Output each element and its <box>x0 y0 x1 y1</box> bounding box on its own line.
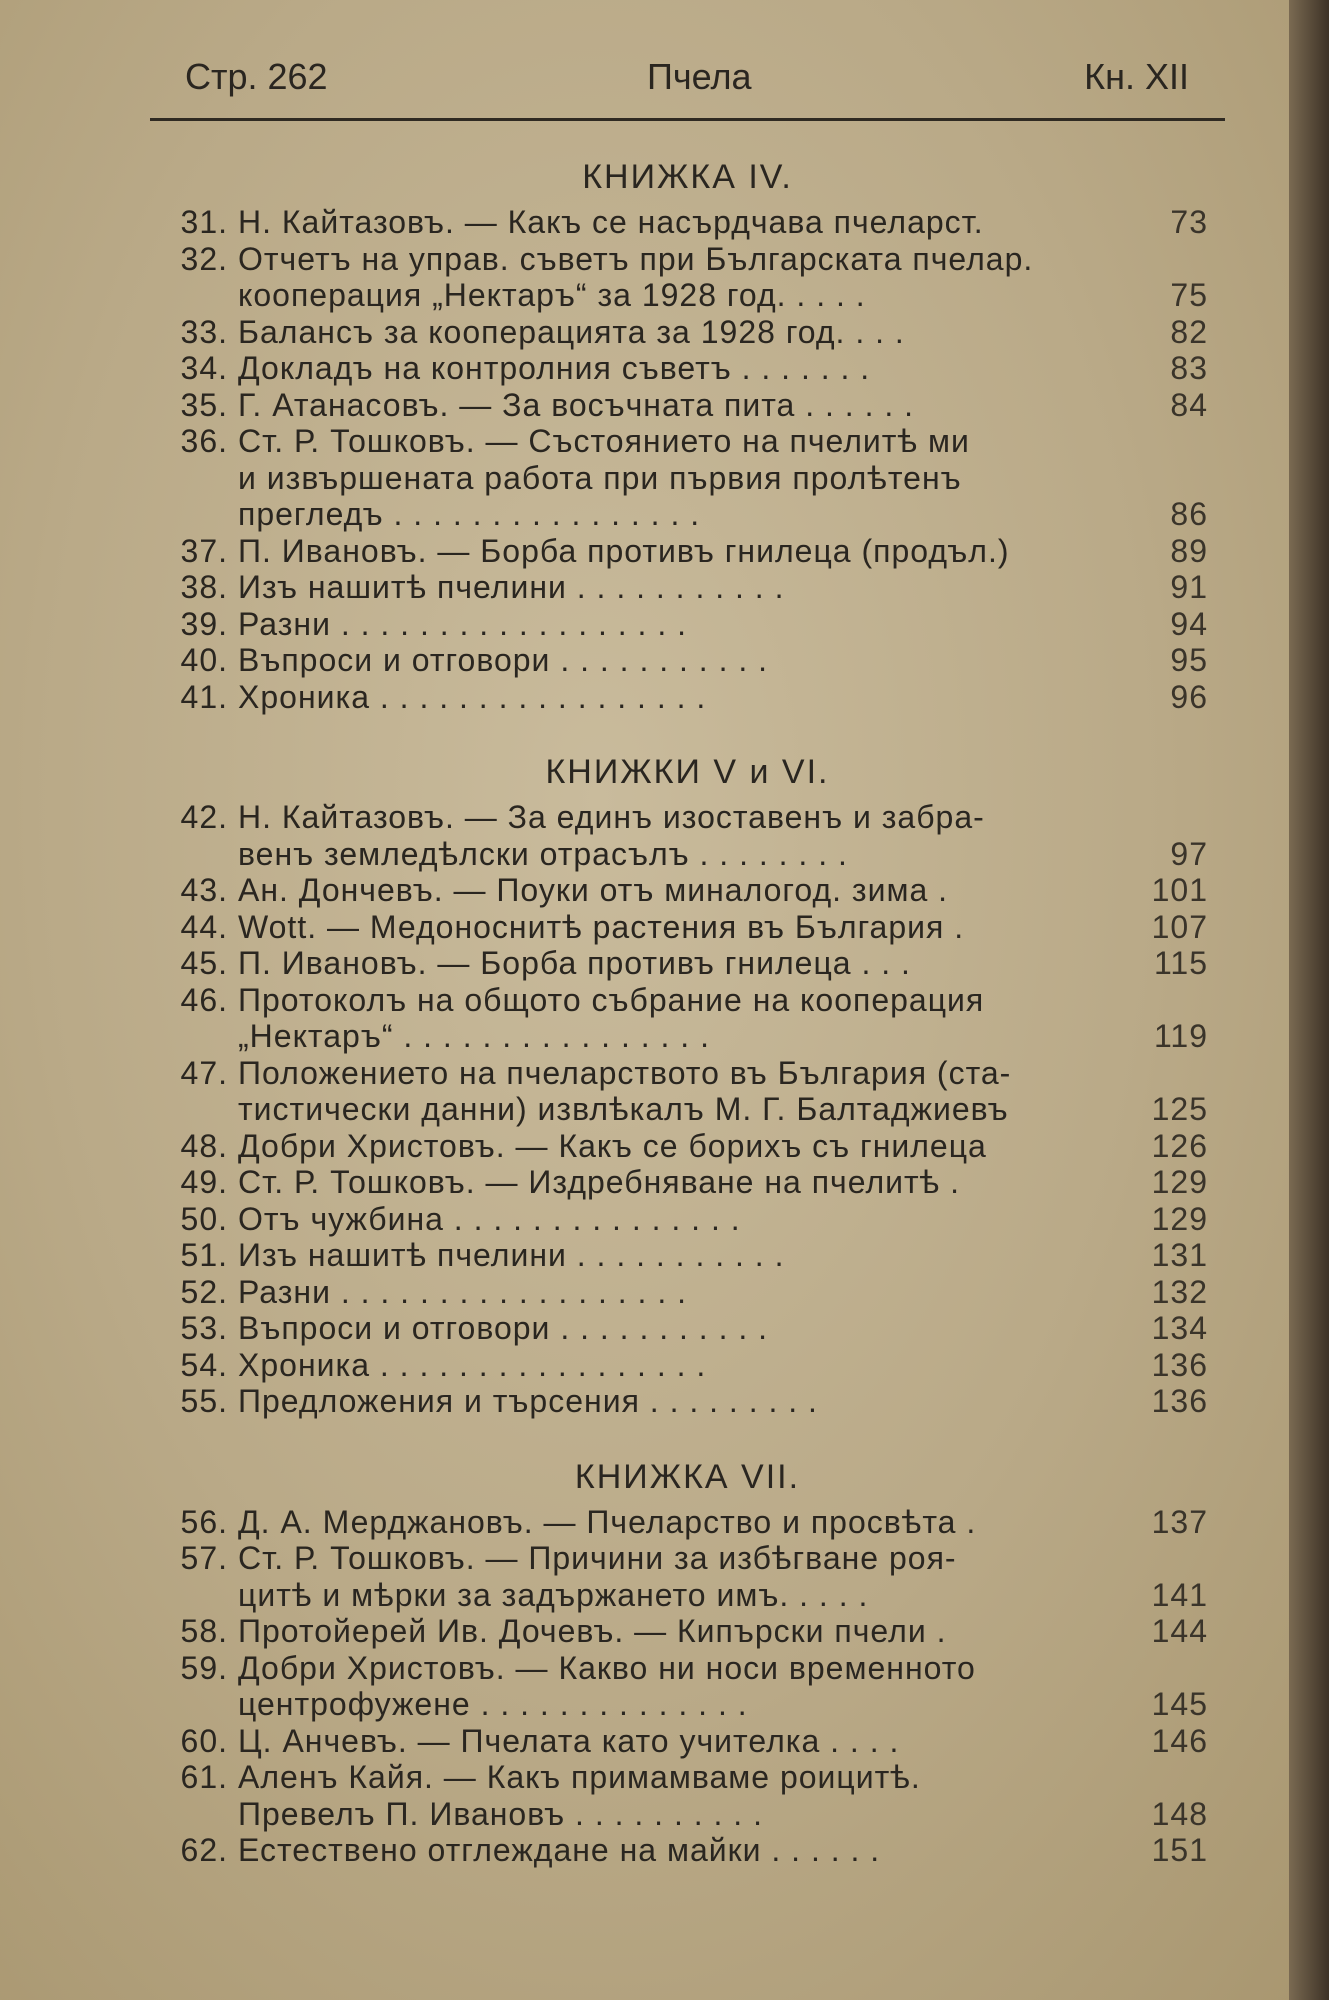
entry-title <box>238 1613 1108 1650</box>
entry-title <box>238 1237 1108 1274</box>
entry-page-number: 96 <box>1170 678 1208 715</box>
entry-title <box>238 569 1108 606</box>
entry-title-line: Н. Кайтазовъ. — Какъ се насърдчава пчеларст. <box>238 204 984 240</box>
section-title: КНИЖКИ V и VI. <box>545 753 830 791</box>
entry-number: 48. <box>180 1127 228 1164</box>
toc-entry <box>150 982 1225 1055</box>
section-title: КНИЖКА VII. <box>574 1457 801 1496</box>
entry-number: 58. <box>180 1613 228 1649</box>
entry-page-number: 129 <box>1151 1200 1208 1237</box>
toc-entry <box>150 1832 1225 1869</box>
toc-section <box>150 150 1225 735</box>
entry-title-line: Аленъ Кайя. — Какъ примамваме роицитѣ. <box>238 1759 921 1795</box>
entry-title-line: прегледъ . . . . . . . . . . . . . . . . <box>238 496 701 532</box>
entry-title-line: Ан. Дончевъ. — Поуки отъ миналогод. зима . <box>238 872 949 908</box>
toc-entry <box>150 1347 1225 1384</box>
entry-page-number: 95 <box>1170 642 1208 678</box>
entry-number: 46. <box>180 981 228 1018</box>
entry-title <box>238 314 1108 351</box>
entry-title <box>238 1274 1108 1311</box>
entry-title-line: кооперация „Нектаръ“ за 1928 год. . . . . <box>238 277 866 313</box>
section-gap <box>150 1420 1225 1440</box>
entry-title-line: Естествено отглеждане на майки . . . . . . <box>238 1832 881 1868</box>
entry-title-line: Разни . . . . . . . . . . . . . . . . . . <box>238 1273 687 1310</box>
entry-title-line: П. Ивановъ. — Борба противъ гнилеца (продъл.) <box>238 532 1010 569</box>
entry-title <box>238 642 1108 679</box>
toc-entry <box>150 679 1225 716</box>
toc-entry <box>150 533 1225 570</box>
toc-entry <box>150 606 1225 643</box>
toc-entry <box>150 350 1225 387</box>
entry-title <box>238 606 1108 643</box>
toc-entry <box>150 909 1225 946</box>
entry-page-number: 84 <box>1170 386 1208 423</box>
entry-title-line: тистически данни) извлѣкалъ М. Г. Балтаджиевъ <box>238 1091 1009 1127</box>
entry-title-line: Разни . . . . . . . . . . . . . . . . . . <box>238 605 687 642</box>
entry-title <box>238 982 1108 1055</box>
entry-title <box>238 909 1108 946</box>
entry-page-number: 94 <box>1170 605 1208 642</box>
entry-title-line: Хроника . . . . . . . . . . . . . . . . . <box>238 1346 707 1383</box>
toc-entry <box>150 1128 1225 1165</box>
entry-title <box>238 1164 1108 1201</box>
toc-entry <box>150 1540 1225 1613</box>
entry-page-number: 145 <box>1151 1686 1208 1722</box>
entry-number: 54. <box>180 1346 228 1383</box>
toc-entry <box>150 1201 1225 1238</box>
toc-entry <box>150 1504 1225 1541</box>
entry-number: 35. <box>180 386 228 423</box>
toc-entry <box>150 872 1225 909</box>
toc-entry <box>150 642 1225 679</box>
running-header <box>150 50 1225 110</box>
table-of-contents <box>150 150 1225 1879</box>
entry-title <box>238 1347 1108 1384</box>
entry-title-line: Г. Атанасовъ. — За восъчната пита . . . . . . <box>238 386 915 423</box>
entry-title-line: Въпроси и отговори . . . . . . . . . . . <box>238 642 769 678</box>
entry-page-number: 126 <box>1151 1127 1208 1164</box>
entry-number: 44. <box>180 908 228 945</box>
entry-page-number: 144 <box>1151 1613 1208 1649</box>
entry-number: 53. <box>180 1310 228 1346</box>
entry-title-line: центрофужене . . . . . . . . . . . . . . <box>238 1686 748 1722</box>
section-gap <box>150 715 1225 735</box>
entry-number: 31. <box>180 204 228 240</box>
entry-page-number: 129 <box>1151 1164 1208 1200</box>
entry-page-number: 141 <box>1151 1576 1208 1613</box>
entry-title <box>238 204 1108 241</box>
entry-title-line: Wott. — Медоноснитѣ растения въ България . <box>238 908 965 945</box>
toc-entry <box>150 241 1225 314</box>
entry-title <box>238 1723 1108 1760</box>
entry-number: 56. <box>180 1503 228 1540</box>
entry-number: 36. <box>180 423 228 459</box>
entry-page-number: 89 <box>1170 532 1208 569</box>
entry-title-line: Ст. Р. Тошковъ. — Издребняване на пчелитѣ . <box>238 1164 961 1200</box>
toc-entry <box>150 1055 1225 1128</box>
entry-page-number: 137 <box>1151 1503 1208 1540</box>
toc-entry <box>150 387 1225 424</box>
entry-title-line: цитѣ и мѣрки за задържането имъ. . . . . <box>238 1576 869 1613</box>
entry-title-line: „Нектаръ“ . . . . . . . . . . . . . . . . <box>238 1018 710 1054</box>
toc-entry <box>150 423 1225 533</box>
entry-number: 40. <box>180 642 228 678</box>
entry-page-number: 136 <box>1151 1383 1208 1419</box>
entry-title <box>238 1832 1108 1869</box>
entry-page-number: 83 <box>1170 350 1208 386</box>
entry-page-number: 107 <box>1151 908 1208 945</box>
entry-number: 45. <box>180 945 228 981</box>
entry-number: 52. <box>180 1273 228 1310</box>
entry-number: 34. <box>180 350 228 386</box>
entry-title-line: Протоколъ на общото събрание на кооперация <box>238 981 985 1018</box>
entry-number: 47. <box>180 1054 228 1091</box>
header-rule <box>150 118 1225 121</box>
header-issue-label: Кн. XII <box>1084 56 1189 97</box>
toc-entry <box>150 1723 1225 1760</box>
entry-number: 43. <box>180 872 228 908</box>
entry-title <box>238 1383 1108 1420</box>
toc-entry <box>150 1650 1225 1723</box>
entry-page-number: 82 <box>1170 313 1208 350</box>
header-journal-title: Пчела <box>647 56 752 97</box>
entry-title <box>238 241 1108 314</box>
entry-number: 41. <box>180 678 228 715</box>
entry-number: 33. <box>180 313 228 350</box>
entry-page-number: 97 <box>1170 835 1208 872</box>
entry-title <box>238 1128 1108 1165</box>
toc-entry <box>150 1164 1225 1201</box>
entry-number: 50. <box>180 1200 228 1237</box>
entry-title <box>238 387 1108 424</box>
toc-entry <box>150 1613 1225 1650</box>
toc-section <box>150 745 1225 1440</box>
entry-title <box>238 1759 1108 1832</box>
toc-entry <box>150 569 1225 606</box>
toc-section <box>150 1450 1225 1869</box>
entry-title-line: Отъ чужбина . . . . . . . . . . . . . . . <box>238 1200 741 1237</box>
entry-title-line: Добри Христовъ. — Какво ни носи временното <box>238 1649 976 1686</box>
entry-page-number: 91 <box>1170 569 1208 605</box>
toc-entry <box>150 1383 1225 1420</box>
entry-page-number: 132 <box>1151 1273 1208 1310</box>
toc-entry <box>150 314 1225 351</box>
entry-number: 42. <box>180 799 228 835</box>
entry-title <box>238 1055 1108 1128</box>
entry-page-number: 146 <box>1151 1722 1208 1759</box>
entry-number: 39. <box>180 605 228 642</box>
entry-title-line: Протойерей Ив. Дочевъ. — Кипърски пчели . <box>238 1613 947 1649</box>
entry-number: 60. <box>180 1722 228 1759</box>
entry-title-line: Положението на пчеларството въ България (ста- <box>238 1054 1012 1091</box>
entry-number: 59. <box>180 1649 228 1686</box>
entry-title <box>238 423 1108 533</box>
entry-title-line: Отчетъ на управ. съветъ при Българската пчелар. <box>238 240 1034 277</box>
entry-page-number: 101 <box>1151 872 1208 908</box>
entry-title <box>238 1540 1108 1613</box>
header-page-label: Стр. 262 <box>185 56 328 97</box>
entry-title <box>238 799 1108 872</box>
entry-title-line: и извършената работа при първия пролѣтенъ <box>238 459 962 496</box>
toc-entry <box>150 1759 1225 1832</box>
entry-title-line: Ст. Р. Тошковъ. — Причини за избѣгване роя- <box>238 1540 957 1576</box>
entry-title <box>238 1504 1108 1541</box>
entry-number: 49. <box>180 1164 228 1200</box>
entry-title-line: Хроника . . . . . . . . . . . . . . . . . <box>238 678 707 715</box>
toc-entry <box>150 945 1225 982</box>
entry-number: 61. <box>180 1759 228 1795</box>
entry-page-number: 151 <box>1151 1832 1208 1868</box>
entry-title-line: П. Ивановъ. — Борба противъ гнилеца . . . <box>238 945 911 981</box>
entry-page-number: 119 <box>1153 1018 1208 1054</box>
page-edge-shadow <box>1289 0 1329 2000</box>
entry-number: 37. <box>180 532 228 569</box>
entry-title <box>238 350 1108 387</box>
entry-number: 62. <box>180 1832 228 1868</box>
entry-title-line: Въпроси и отговори . . . . . . . . . . . <box>238 1310 769 1346</box>
toc-entry <box>150 1274 1225 1311</box>
toc-entry <box>150 1237 1225 1274</box>
entry-title-line: Изъ нашитѣ пчелини . . . . . . . . . . . <box>238 569 785 605</box>
entry-title-line: Ст. Р. Тошковъ. — Състоянието на пчелитѣ ми <box>238 423 970 459</box>
entry-number: 32. <box>180 240 228 277</box>
entry-title-line: Превелъ П. Ивановъ . . . . . . . . . . <box>238 1795 763 1832</box>
entry-title-line: Балансъ за кооперацията за 1928 год. . . . <box>238 313 905 350</box>
entry-page-number: 136 <box>1151 1346 1208 1383</box>
entry-title-line: Ц. Анчевъ. — Пчелата като учителка . . . . <box>238 1722 900 1759</box>
entry-page-number: 148 <box>1151 1795 1208 1832</box>
entry-page-number: 131 <box>1151 1237 1208 1273</box>
entry-title <box>238 872 1108 909</box>
entry-title <box>238 679 1108 716</box>
entry-title <box>238 1310 1108 1347</box>
entry-title-line: Изъ нашитѣ пчелини . . . . . . . . . . . <box>238 1237 785 1273</box>
entry-title-line: Предложения и търсения . . . . . . . . . <box>238 1383 818 1419</box>
entry-page-number: 134 <box>1151 1310 1208 1346</box>
entry-page-number: 115 <box>1153 945 1208 981</box>
entry-title <box>238 1201 1108 1238</box>
entry-title <box>238 1650 1108 1723</box>
toc-entry <box>150 204 1225 241</box>
entry-title-line: венъ земледѣлски отрасълъ . . . . . . . . <box>238 835 848 872</box>
entry-title-line: Н. Кайтазовъ. — За единъ изоставенъ и забрa- <box>238 799 985 835</box>
entry-page-number: 73 <box>1170 204 1208 240</box>
entry-page-number: 75 <box>1170 277 1208 313</box>
entry-number: 51. <box>180 1237 228 1273</box>
entry-number: 55. <box>180 1383 228 1419</box>
entry-title-line: Д. А. Мерджановъ. — Пчеларство и просвѣта . <box>238 1503 977 1540</box>
entry-title-line: Докладъ на контролния съветъ . . . . . . . <box>238 350 871 386</box>
toc-entry <box>150 1310 1225 1347</box>
entry-title <box>238 945 1108 982</box>
entry-page-number: 86 <box>1170 496 1208 532</box>
entry-title <box>238 533 1108 570</box>
toc-entry <box>150 799 1225 872</box>
entry-page-number: 125 <box>1151 1091 1208 1127</box>
entry-number: 57. <box>180 1540 228 1576</box>
section-title: КНИЖКА IV. <box>582 158 793 196</box>
entry-title-line: Добри Христовъ. — Какъ се борихъ съ гнилеца <box>238 1127 987 1164</box>
entry-number: 38. <box>180 569 228 605</box>
